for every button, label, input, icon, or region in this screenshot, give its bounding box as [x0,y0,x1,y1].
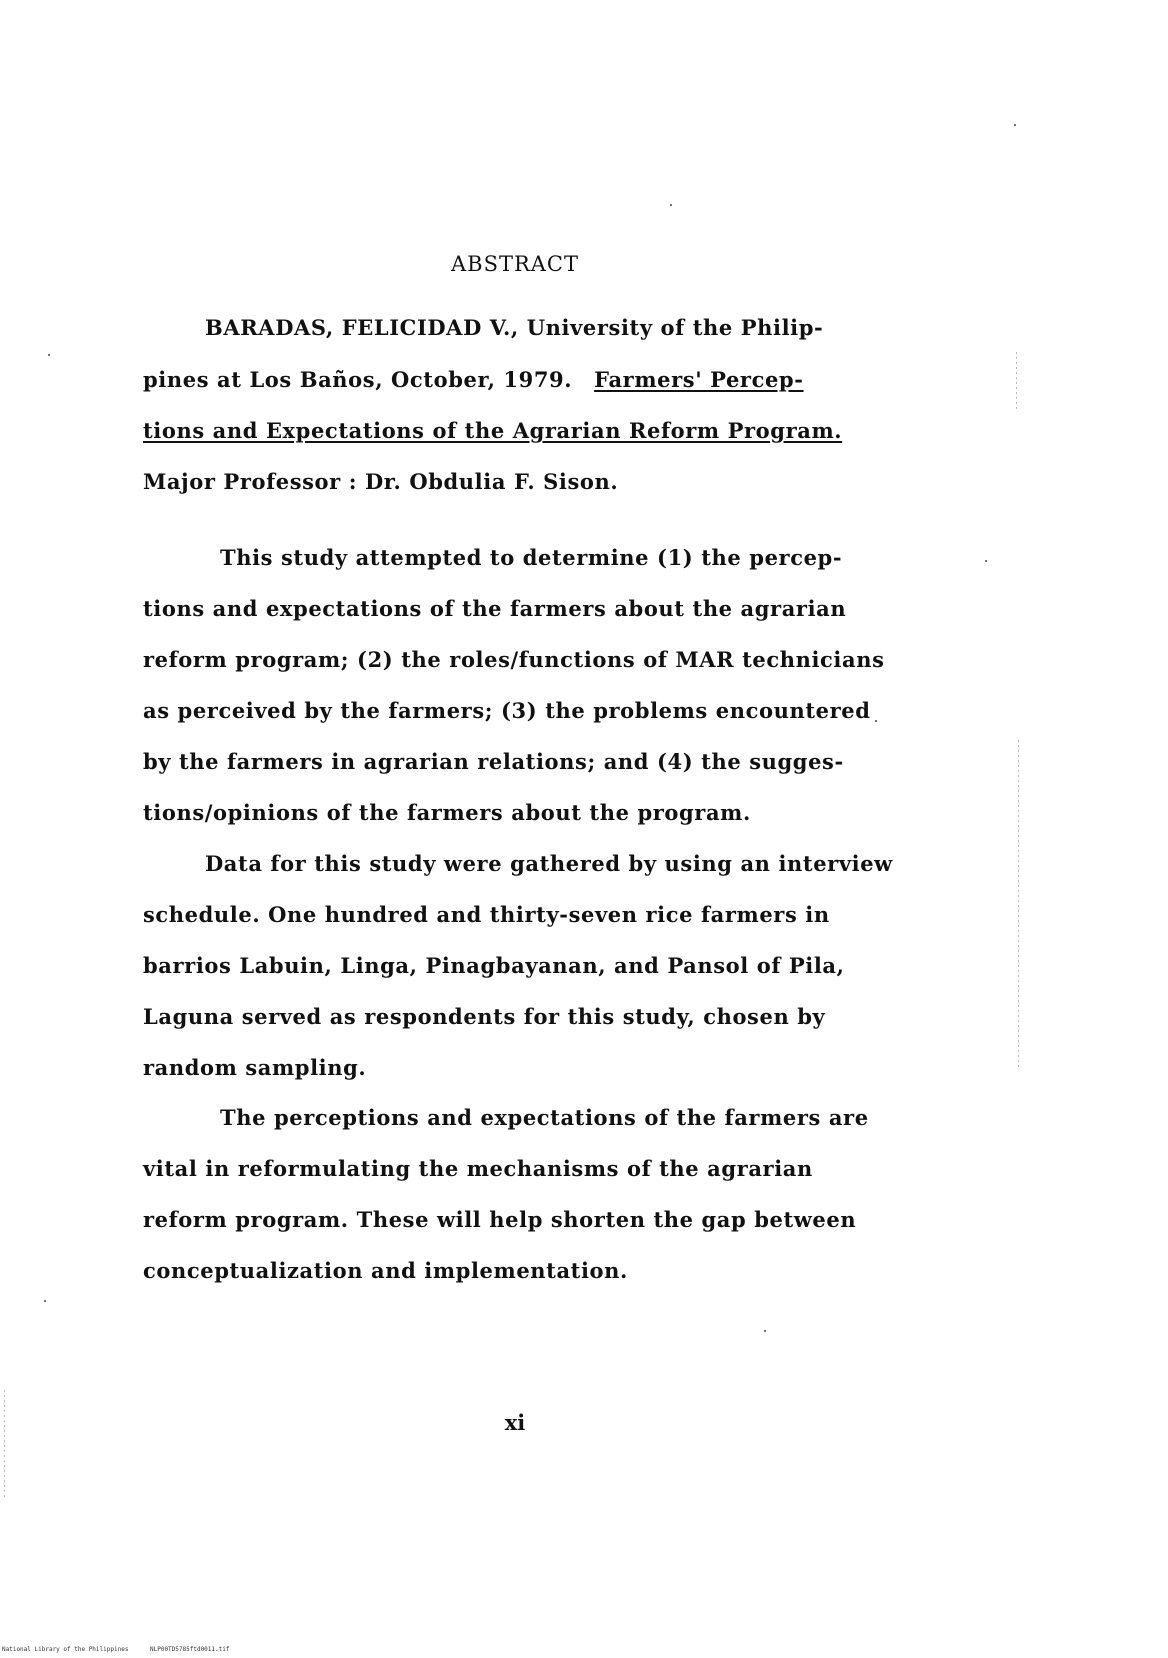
paragraph-3-line: The perceptions and expectations of the farmers are [220,1105,869,1130]
footer-library-label: National Library of the Philippines [2,1646,129,1653]
paragraph-2-line: Data for this study were gathered by using an interview [205,851,893,876]
paragraph-3-line: reform program. These will help shorten the gap between [143,1207,857,1232]
abstract-heading: ABSTRACT [450,252,580,276]
paragraph-2-line: Laguna served as respondents for this study, chosen by [143,1004,826,1029]
scan-speck [985,560,987,562]
paragraph-1-line: tions/opinions of the farmers about the program. [143,800,751,825]
paragraph-1-line: as perceived by the farmers; (3) the problems encountered [143,698,871,723]
footer-file-label: NLP00TD5785ftd0011.tif [150,1646,230,1653]
scan-speck [670,204,672,206]
thesis-title-end: tions and Expectations of the Agrarian Reform Program. [143,418,843,443]
paragraph-2-line: random sampling. [143,1055,367,1080]
scan-speck [1014,124,1016,126]
scan-speck [764,1330,766,1332]
citation-line-1: BARADAS, FELICIDAD V., University of the Philip- [205,315,824,340]
paragraph-2-line: barrios Labuin, Linga, Pinagbayanan, and Pansol of Pila, [143,953,845,978]
paragraph-3-line: vital in reformulating the mechanisms of the agrarian [143,1156,813,1181]
citation-date: pines at Los Baños, October, 1979. [143,367,573,392]
citation-line-2 [143,366,804,394]
paragraph-1-line: tions and expectations of the farmers about the agrarian [143,596,847,621]
major-professor: Major Professor : Dr. Obdulia F. Sison. [143,469,619,494]
scan-edge-mark [1018,740,1019,1070]
paragraph-2-line: schedule. One hundred and thirty-seven rice farmers in [143,902,830,927]
paragraph-1-line: This study attempted to determine (1) the percep- [220,545,843,570]
scan-speck [44,1300,46,1302]
page-number: xi [504,1410,526,1435]
scan-speck [875,720,877,722]
paragraph-3-line: conceptualization and implementation. [143,1258,628,1283]
paragraph-1-line: reform program; (2) the roles/functions of MAR technicians [143,647,885,672]
paragraph-1-line: by the farmers in agrarian relations; and (4) the sugges- [143,749,844,774]
thesis-title-start: Farmers' Percep- [594,367,804,392]
scan-edge-mark [1016,352,1017,412]
scan-speck [48,354,50,356]
scan-edge-mark [4,1390,5,1500]
